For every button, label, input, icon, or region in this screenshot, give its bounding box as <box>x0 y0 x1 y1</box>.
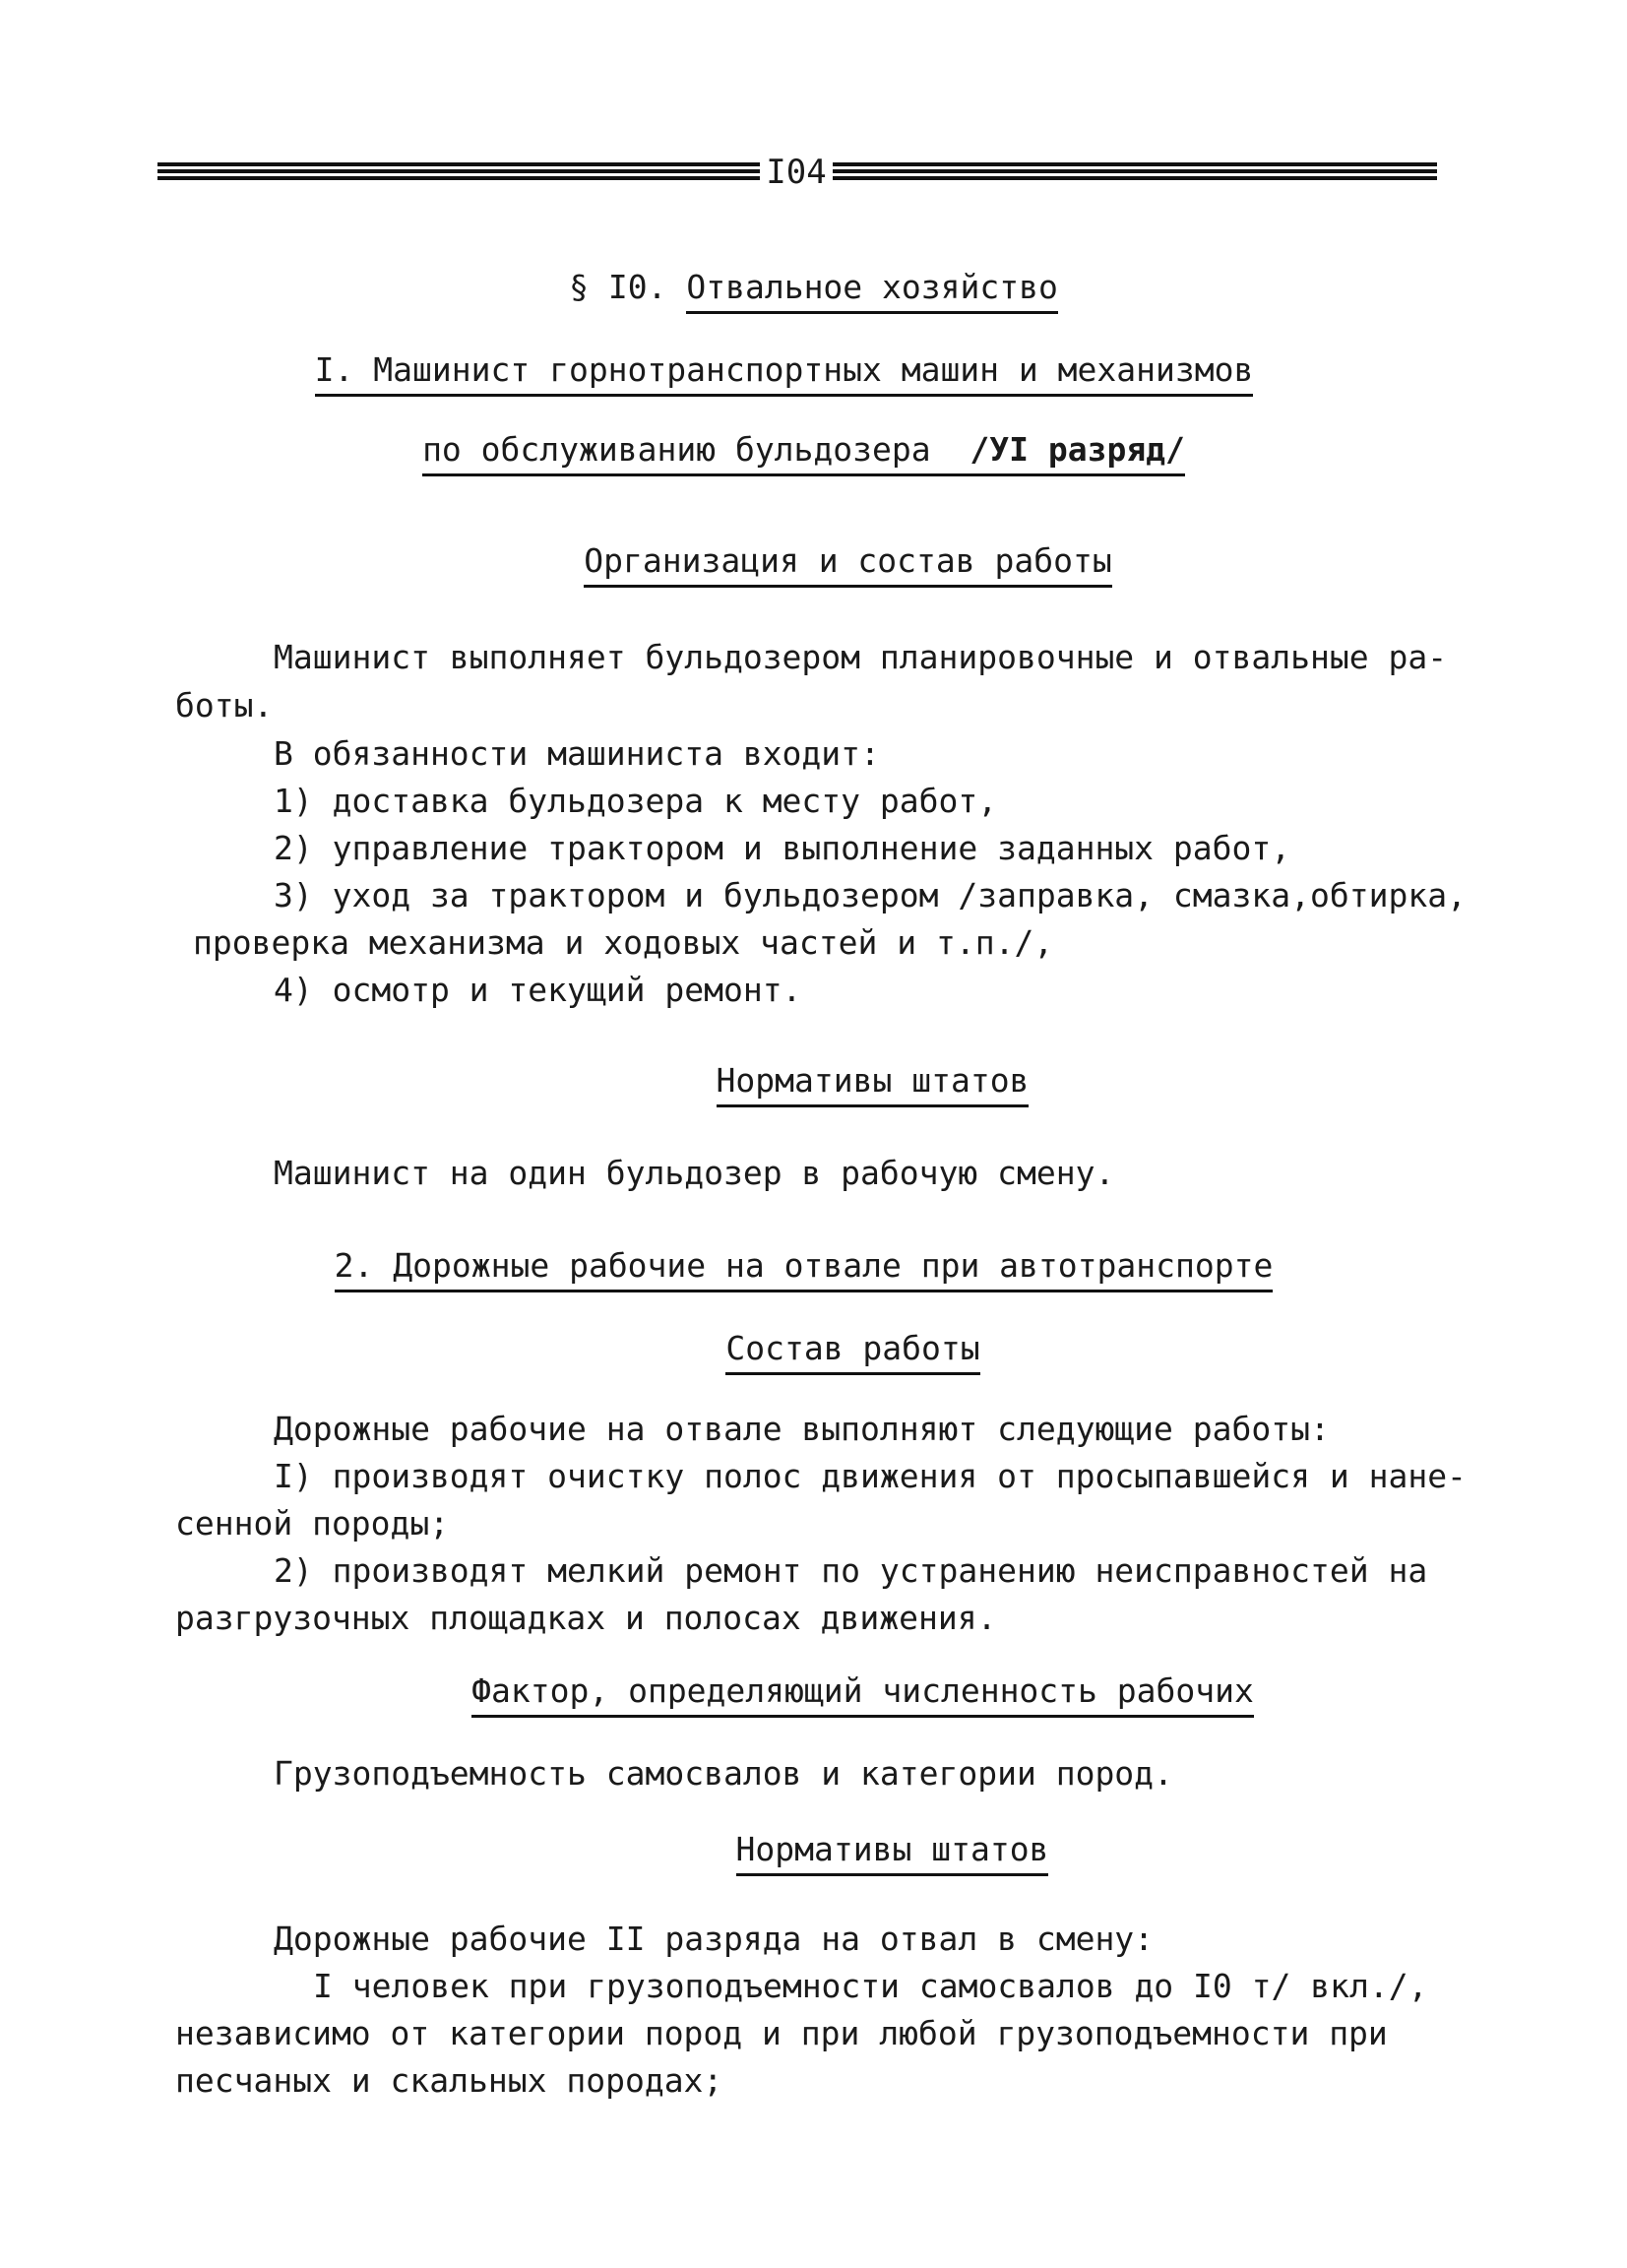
header-rule-left <box>157 162 760 180</box>
item1-duties-lead: В обязанности машиниста входит: <box>274 734 880 773</box>
item2-norms-lead: Дорожные рабочие II разряда на отвал в смену: <box>274 1920 1155 1958</box>
item2-composition-lead: Дорожные рабочие на отвале выполняют следующие работы: <box>274 1410 1330 1448</box>
item2-factor-heading: Фактор, определяющий численность рабочих <box>49 1668 1627 1718</box>
item1-duty-1: 1) доставка бульдозера к месту работ, <box>274 782 998 820</box>
section-title: Отвальное хозяйство <box>686 268 1058 314</box>
item1-title-line2: по обслуживанию бульдозера /УI разряд/ <box>0 426 1617 476</box>
item1-duty-4: 4) осмотр и текущий ремонт. <box>274 971 802 1009</box>
item2-composition-heading: Состав работы <box>39 1325 1627 1375</box>
header-rule-right <box>833 162 1437 180</box>
item1-duty-2: 2) управление трактором и выполнение заданных работ, <box>274 829 1291 867</box>
item1-intro-line1: Машинист выполняет бульдозером планировочные и отвальные ра- <box>274 638 1448 676</box>
item2-norms-heading: Нормативы штатов <box>79 1826 1627 1876</box>
item1-title-line1: I. Машинист горнотранспортных машин и механизмов <box>0 346 1597 397</box>
item1-grade: /УI разряд/ <box>970 430 1185 469</box>
item2-work-2-line1: 2) производят мелкий ремонт по устранению неисправностей на <box>274 1551 1428 1590</box>
item1-duty-3-line1: 3) уход за трактором и бульдозером /заправка, смазка,обтирка, <box>274 876 1467 914</box>
item2-work-2-line2: разгрузочных площадках и полосах движения. <box>175 1599 997 1637</box>
item2-norms-line2: независимо от категории пород и при любой грузоподъемности при <box>175 2014 1388 2052</box>
item1-org-heading: Организация и состав работы <box>34 537 1627 588</box>
item2-factor-text: Грузоподъемность самосвалов и категории пород. <box>274 1754 1173 1793</box>
item1-norms-heading: Нормативы штатов <box>59 1057 1627 1107</box>
item1-norms-text: Машинист на один бульдозер в рабочую смену. <box>274 1154 1115 1192</box>
item2-work-1-line1: I) производят очистку полос движения от просыпавшейся и нане- <box>274 1457 1467 1495</box>
item1-intro-line2: боты. <box>175 686 274 724</box>
page-number: I04 <box>766 153 827 192</box>
section-sign: § I0. <box>569 268 667 306</box>
item2-title: 2. Дорожные рабочие на отвале при автотранспорте <box>0 1242 1617 1292</box>
section-heading <box>0 264 1627 314</box>
item1-duty-3-line2: проверка механизма и ходовых частей и т.п./, <box>193 923 1054 962</box>
item2-work-1-line2: сенной породы; <box>175 1504 450 1543</box>
page-header <box>157 153 1437 192</box>
item2-norms-line3: песчаных и скальных породах; <box>175 2061 723 2100</box>
item2-norms-line1: I человек при грузоподъемности самосвалов до I0 т/ вкл./, <box>313 1967 1428 2005</box>
